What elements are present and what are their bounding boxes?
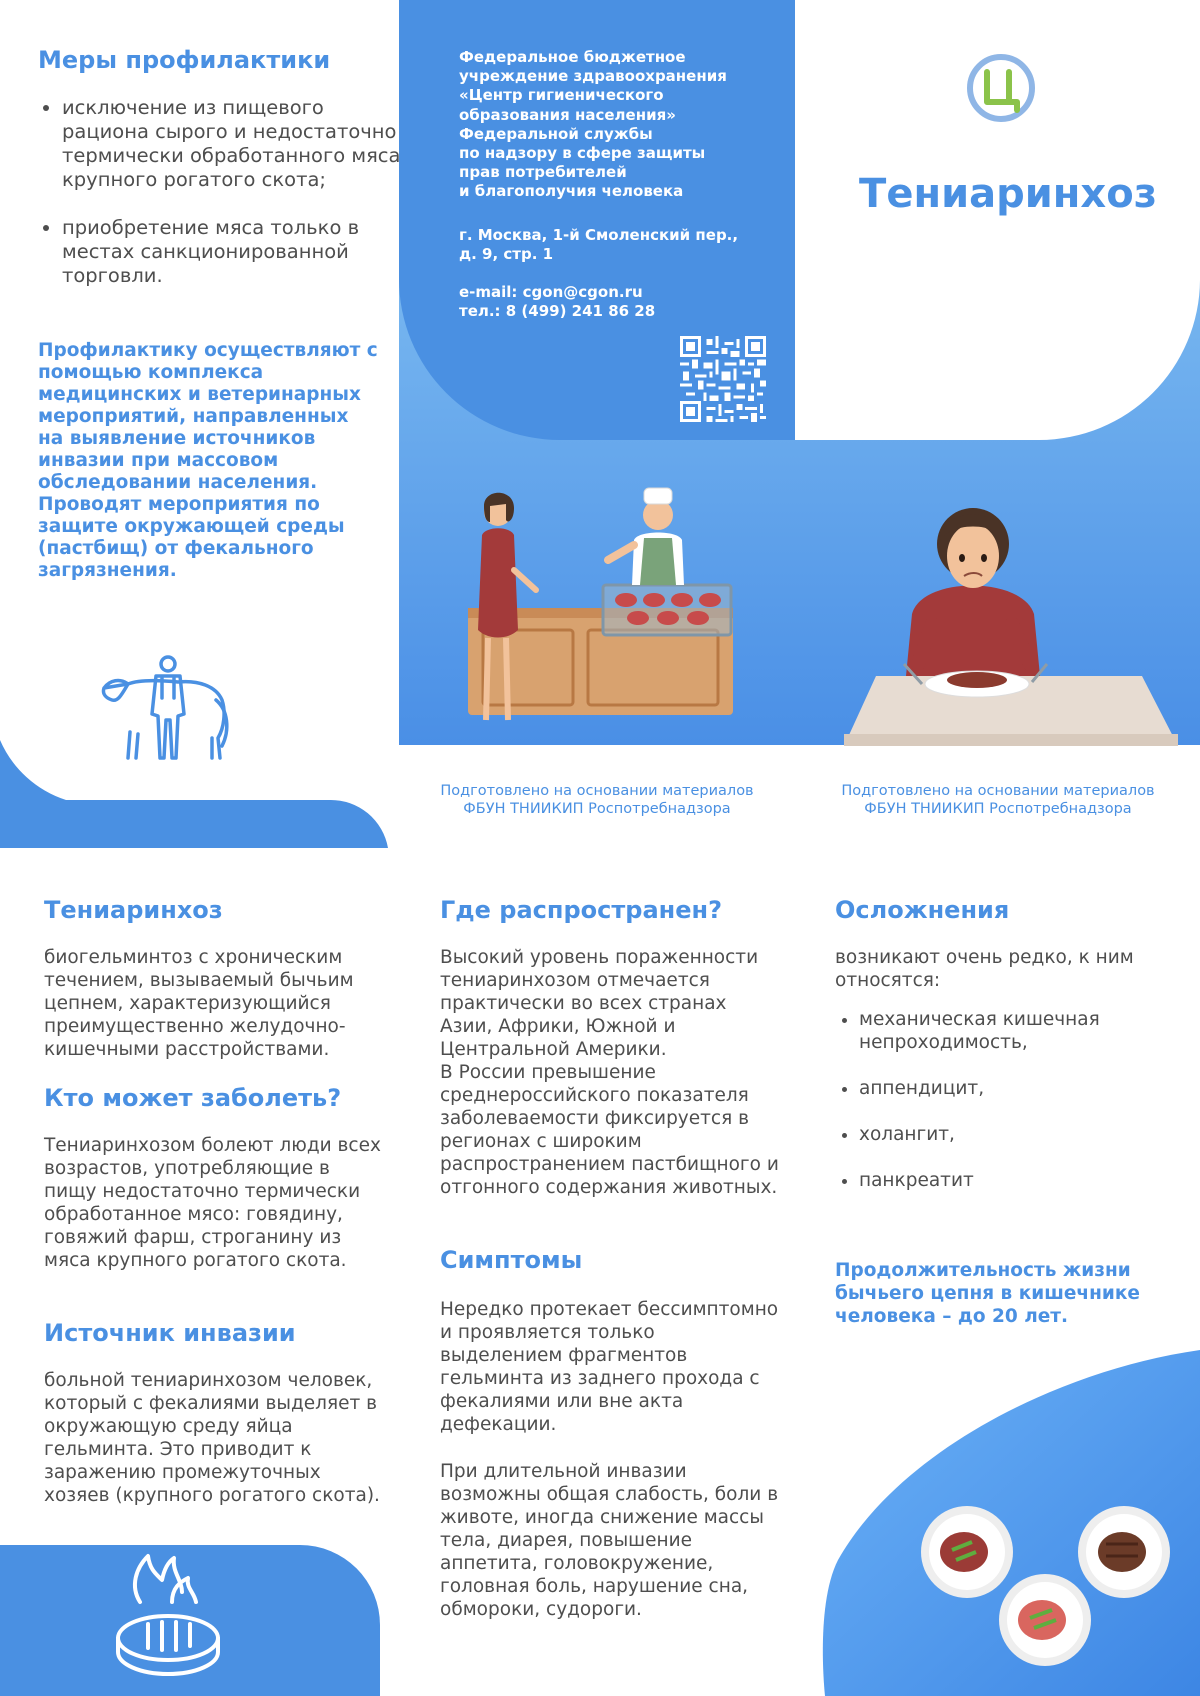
symptoms-description: Нередко протекает бессимптомно и проявляется только выделением фрагментов гельминта из заднего прохода с фекалиями или вне акта дефекации. <box>440 1299 779 1435</box>
organization-address: г. Москва, 1-й Смоленский пер., д. 9, стр. 1 <box>459 226 739 264</box>
disease-description: биогельминтоз с хроническим течением, вызываемый бычьим цепнем, характеризующийся преимущественно желудочно-кишечными расстройствами. <box>44 947 354 1060</box>
cow-farmer-icon <box>98 654 238 764</box>
symptoms-long-description: При длительной инвазии возможны общая слабость, боли в животе, иногда снижение массы тела, диарея, повышение аппетита, головокружение, головная боль, нарушение сна, обмороки, судороги. <box>440 1461 779 1620</box>
plate <box>921 1506 1013 1598</box>
eating-woman-illustration <box>842 484 1182 746</box>
source-description: больной тениаринхозом человек, который с фекалиями выделяет в окружающую среду яйца гельминта. Это приводит к заражению промежуточных хозяев (крупного рогатого скота). <box>44 1370 380 1506</box>
prevention-note: Профилактику осуществляют с помощью комплекса медицинских и ветеринарных мероприятий, направленных на выявление источников инвазии при массовом обследовании населения. Проводят мероприятия по защите окружающей среды (пастбищ) от фекального загрязнения. <box>38 340 378 581</box>
complications-list <box>835 1008 1179 1215</box>
plate <box>999 1574 1091 1666</box>
section-title-symptoms: Симптомы <box>440 1246 583 1274</box>
lifespan-note: Продолжительность жизни бычьего цепня в кишечнике человека – до 20 лет. <box>835 1260 1140 1327</box>
list-item: • исключение из пищевого рациона сырого и недостаточно термически обработанного мяса крупного рогатого скота; <box>62 96 402 192</box>
section-title-spread: Где распространен? <box>440 896 723 924</box>
organization-name: Федеральное бюджетное учреждение здравоохранения «Центр гигиенического образования населения» Федеральной службы по надзору в сфере защиты прав потребителей и благополучия человека <box>459 48 727 201</box>
list-item: • панкреатит <box>859 1169 1179 1192</box>
credit-text: Подготовлено на основании материалов ФБУН ТНИИКИП Роспотребнадзора <box>440 783 754 817</box>
cover-title: Тениаринхоз <box>859 171 1157 217</box>
list-item: • механическая кишечная непроходимость, <box>859 1008 1179 1054</box>
qr-code[interactable] <box>680 336 766 422</box>
complications-intro: возникают очень редко, к ним относятся: <box>835 947 1134 991</box>
section-title-disease: Тениаринхоз <box>44 896 223 924</box>
prevention-list <box>38 96 402 312</box>
who-description: Тениаринхозом болеют люди всех возрастов, употребляющие в пищу недостаточно термически обработанное мясо: говядину, говяжий фарш, строганину из мяса крупного рогатого скота. <box>44 1135 381 1271</box>
list-item: • холангит, <box>859 1123 1179 1146</box>
steak-plates-illustration <box>912 1500 1172 1690</box>
section-title-source: Источник инвазии <box>44 1319 296 1347</box>
plate <box>1078 1506 1170 1598</box>
organization-contacts: e-mail: cgon@cgon.ru тел.: 8 (499) 241 86 28 <box>459 283 656 321</box>
section-title-who: Кто может заболеть? <box>44 1084 342 1112</box>
section-title-complications: Осложнения <box>835 896 1010 924</box>
list-item: • аппендицит, <box>859 1077 1179 1100</box>
credit-text: Подготовлено на основании материалов ФБУН ТНИИКИП Роспотребнадзора <box>841 783 1155 817</box>
list-item: • приобретение мяса только в местах санкционированной торговли. <box>62 216 402 288</box>
logo-icon <box>965 52 1037 124</box>
butcher-shop-illustration <box>458 480 748 738</box>
spread-description: Высокий уровень пораженности тениаринхозом отмечается практически во всех странах Азии, Африки, Южной и Центральной Америки. В России превышение среднероссийского показателя заболеваемости фиксируется в регионах с широким распространением пастбищного и отгонного содержания животных. <box>440 947 779 1198</box>
grilled-meat-icon <box>110 1552 226 1682</box>
prevention-title: Меры профилактики <box>38 46 331 74</box>
